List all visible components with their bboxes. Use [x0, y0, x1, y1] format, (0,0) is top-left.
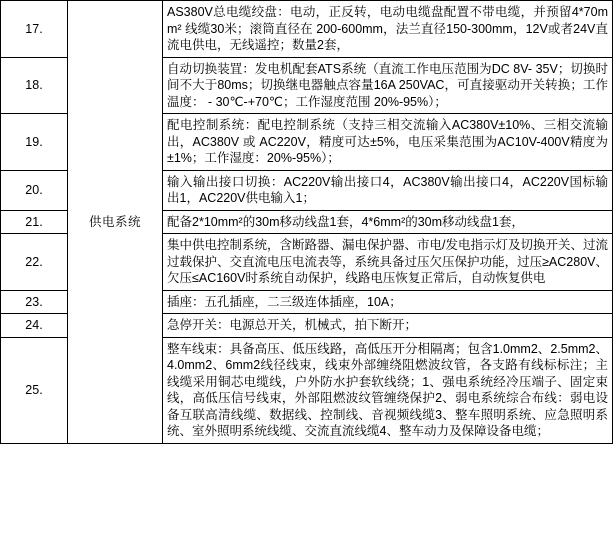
row-index: 19. — [1, 114, 68, 171]
row-index: 21. — [1, 210, 68, 234]
table-body — [1, 1, 613, 444]
row-description: 整车线束：具备高压、低压线路，高低压开分相隔离；包含1.0mm2、2.5mm2、4.0mm2、6mm2线径线束，线束外部缠绕阻燃波纹管，各支路有线标标注；主线缆采用铜芯电缆线，户外防水护套软线绕；1、强电系统经冷压端子、固定束线，高低压信号线束，外部阻燃波纹管缠绕保护2、弱电系统综合布线：弱电设备互联高清线缆、数据线、控制线、音视频线缆3、整车照明系统、应急照明系统、室外照明系统线缆、交流直流线缆4、整车动力及保障设备电缆； — [163, 337, 613, 443]
row-description: 配备2*10mm²的30m移动线盘1套，4*6mm²的30m移动线盘1套， — [163, 210, 613, 234]
row-index: 23. — [1, 290, 68, 314]
row-description: 急停开关：电源总开关，机械式，拍下断开； — [163, 314, 613, 338]
row-description: 集中供电控制系统，含断路器、漏电保护器、市电/发电指示灯及切换开关、过流过载保护、交直流电压电流表等，系统具备过压欠压保护功能，过压≥AC280V、欠压≤AC160V时系统自动保护，线路电压恢复正常后，自动恢复供电 — [163, 234, 613, 291]
row-description: 配电控制系统：配电控制系统（支持三相交流输入AC380V±10%、三相交流输出，AC380V 或 AC220V，精度可达±5%，电压采集范围为AC10V-400V精度为±1%；工作湿度：20%-95%）； — [163, 114, 613, 171]
category-cell: 供电系统 — [68, 1, 163, 444]
row-description: 插座：五孔插座，二三级连体插座，10A； — [163, 290, 613, 314]
row-description: AS380V总电缆绞盘：电动，正反转，电动电缆盘配置不带电缆，并预留4*70mm² 线缆30米；滚筒直径在 200-600mm，法兰直径150-300mm，12V或者24V直流电供电，无线遥控；数量2套， — [163, 1, 613, 58]
table-row — [1, 1, 613, 58]
row-index: 24. — [1, 314, 68, 338]
row-index: 25. — [1, 337, 68, 443]
row-index: 22. — [1, 234, 68, 291]
row-description: 自动切换装罝：发电机配套ATS系统（直流工作电压范围为DC 8V- 35V；切换时间不大于80ms；切换继电器触点容量16A 250VAC，可直接驱动开关转换；工作温度： - 30℃-+70℃；工作湿度范围 20%-95%）； — [163, 57, 613, 114]
row-index: 18. — [1, 57, 68, 114]
row-description: 输入输出接口切换：AC220V输出接口4，AC380V输出接口4，AC220V国标输出1，AC220V供电输入1； — [163, 170, 613, 210]
row-index: 17. — [1, 1, 68, 58]
row-index: 20. — [1, 170, 68, 210]
